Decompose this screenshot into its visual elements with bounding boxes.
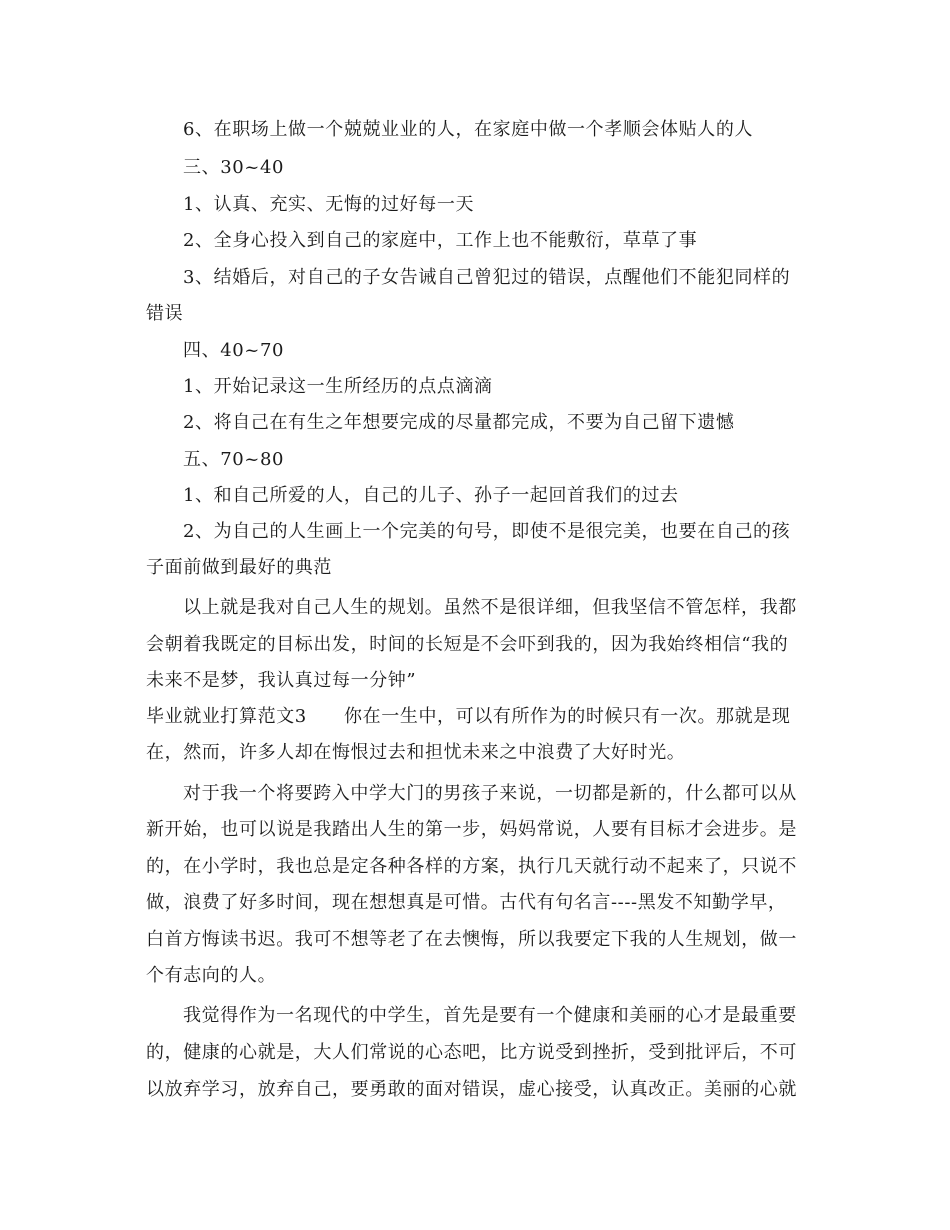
text-line: 以上就是我对自己人生的规划。虽然不是很详细，但我坚信不管怎样，我都 [183, 597, 797, 618]
text-line: 2、将自己在有生之年想要完成的尽量都完成，不要为自己留下遗憾 [183, 412, 735, 433]
article-title-line: 毕业就业打算范文3 你在一生中，可以有所作为的时候只有一次。那就是现 [146, 706, 791, 727]
section-heading: 四、40~70 [183, 340, 285, 361]
text-line: 我觉得作为一名现代的中学生，首先是要有一个健康和美丽的心才是最重要 [183, 1005, 797, 1026]
section-heading: 五、70~80 [183, 449, 285, 470]
text-line: 错误 [146, 303, 184, 324]
text-line: 新开始，也可以说是我踏出人生的第一步，妈妈常说，人要有目标才会进步。是 [146, 819, 797, 840]
text-line: 2、为自己的人生画上一个完美的句号，即使不是很完美，也要在自己的孩 [183, 521, 791, 542]
text-line: 在，然而，许多人却在悔恨过去和担忧未来之中浪费了大好时光。 [146, 742, 686, 763]
text-line: 未来不是梦，我认真过每一分钟” [146, 670, 417, 691]
text-line: 的，在小学时，我也总是定各种各样的方案，执行几天就行动不起来了，只说不 [146, 856, 797, 877]
text-line: 以放弃学习，放弃自己，要勇敢的面对错误，虚心接受，认真改正。美丽的心就 [146, 1079, 797, 1100]
text-line: 个有志向的人。 [146, 965, 277, 986]
text-line: 做，浪费了好多时间，现在想想真是可惜。古代有句名言----黑发不知勤学早， [146, 892, 787, 913]
text-line: 1、认真、充实、无悔的过好每一天 [183, 194, 475, 215]
text-line: 1、开始记录这一生所经历的点点滴滴 [183, 376, 493, 397]
text-line: 的，健康的心就是，大人们常说的心态吧，比方说受到挫折，受到批评后，不可 [146, 1042, 797, 1063]
text-line: 1、和自己所爱的人，自己的儿子、孙子一起回首我们的过去 [183, 485, 679, 506]
text-line: 子面前做到最好的典范 [146, 557, 332, 578]
section-heading: 三、30~40 [183, 157, 285, 178]
text-line: 会朝着我既定的目标出发，时间的长短是不会吓到我的，因为我始终相信“我的 [146, 634, 789, 655]
text-line: 6、在职场上做一个兢兢业业的人，在家庭中做一个孝顺会体贴人的人 [183, 119, 754, 140]
text-line: 2、全身心投入到自己的家庭中，工作上也不能敷衍，草草了事 [183, 230, 698, 251]
text-line: 白首方悔读书迟。我可不想等老了在去懊悔，所以我要定下我的人生规划，做一 [146, 929, 797, 950]
text-line: 对于我一个将要跨入中学大门的男孩子来说，一切都是新的，什么都可以从 [183, 783, 797, 804]
text-line: 3、结婚后，对自己的子女告诫自己曾犯过的错误，点醒他们不能犯同样的 [183, 267, 791, 288]
